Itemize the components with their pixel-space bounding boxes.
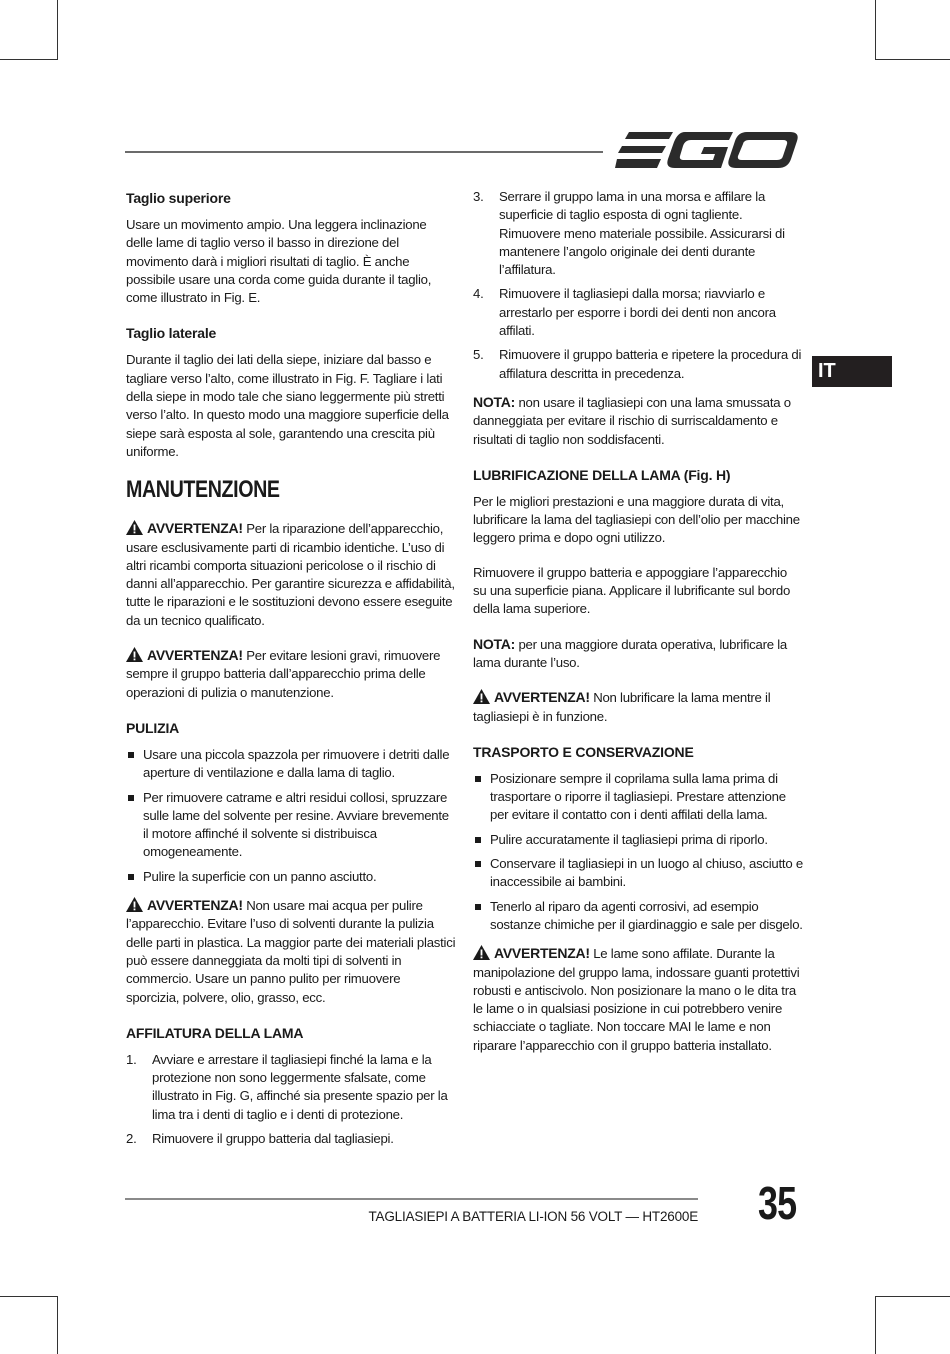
text-taglio-laterale: Durante il taglio dei lati della siepe, iniziare dal basso e tagliare verso l’alto, come illustrato in Fig. F. Tagliare i lati della siepe in modo tale che siano leggermente più stretti verso l’alto. In questo modo una maggiore superficie della siepe sarà esposta al sole, garantendo una crescita più uniforme. bbox=[126, 352, 449, 459]
warning-label: AVVERTENZA! bbox=[147, 520, 243, 537]
note-durata bbox=[473, 635, 803, 673]
page-number: 35 bbox=[758, 1177, 797, 1229]
warning-icon bbox=[126, 647, 143, 662]
heading-pulizia: PULIZIA bbox=[126, 719, 180, 736]
list-item: Posizionare sempre il coprilama sulla lama prima di trasportare o riporre il tagliasiepi. Prestare attenzione per evitare il contatto con i denti affilati della lama. bbox=[473, 770, 803, 825]
crop-mark bbox=[875, 1296, 876, 1354]
warning-icon bbox=[126, 520, 143, 535]
bullet-icon bbox=[475, 861, 481, 867]
list-item: Pulire accuratamente il tagliasiepi prima di riporlo. bbox=[473, 831, 803, 849]
warning-label: AVVERTENZA! bbox=[494, 945, 590, 962]
crop-mark bbox=[57, 1296, 58, 1354]
warning-text: Per evitare lesioni gravi, rimuovere sempre il gruppo batteria dall’apparecchio prima delle operazioni di pulizia o manutenzione. bbox=[126, 648, 441, 700]
warning-icon bbox=[126, 897, 143, 912]
list-affilatura-continued bbox=[473, 188, 803, 383]
bullet-icon bbox=[128, 874, 134, 880]
list-item: 5. Rimuovere il gruppo batteria e ripetere la procedura di affilatura descritta in precedenza. bbox=[473, 347, 802, 381]
crop-mark bbox=[57, 0, 58, 60]
bullet-icon bbox=[475, 776, 481, 782]
list-pulizia bbox=[126, 746, 456, 886]
crop-mark bbox=[875, 0, 876, 60]
heading-taglio-laterale: Taglio laterale bbox=[126, 325, 217, 342]
note-text: non usare il tagliasiepi con una lama smussata o danneggiata per evitare il rischio di surriscaldamento e risultati di taglio non soddisfacenti. bbox=[473, 394, 791, 447]
bullet-icon bbox=[128, 752, 134, 758]
warning-text: Non lubrificare la lama mentre il tagliasiepi è in funzione. bbox=[473, 690, 771, 724]
heading-taglio-superiore: Taglio superiore bbox=[126, 190, 231, 206]
note-text: per una maggiore durata operativa, lubrificare la lama durante l’uso. bbox=[473, 636, 787, 670]
warning-acqua-solventi bbox=[126, 896, 456, 1007]
warning-ricambi bbox=[126, 519, 456, 630]
header-rule bbox=[125, 151, 603, 153]
list-item: Per rimuovere catrame e altri residui collosi, spruzzare sulle lame del solvente per resine. Avviare brevemente il motore affinché il solvente si distribuisca omogeneamente. bbox=[126, 789, 456, 862]
bullet-icon bbox=[128, 795, 134, 801]
crop-mark bbox=[875, 59, 950, 60]
crop-mark bbox=[875, 1296, 950, 1297]
heading-affilatura: AFFILATURA DELLA LAMA bbox=[126, 1024, 304, 1041]
list-item: 3. Serrare il gruppo lama in una morsa e affilare la superficie di taglio esposta di ogni tagliente. Rimuovere meno materiale possibile. Assicurarsi di mantenere l’angolo originale dei denti durante l’affilatura. bbox=[473, 189, 785, 278]
list-affilatura bbox=[126, 1051, 456, 1148]
footer-rule bbox=[125, 1198, 698, 1200]
warning-icon bbox=[473, 945, 490, 960]
warning-batteria bbox=[126, 646, 456, 702]
list-item: Usare una piccola spazzola per rimuovere i detriti dalle aperture di ventilazione e dalla lama di taglio. bbox=[126, 746, 456, 783]
note-label: NOTA: bbox=[473, 635, 516, 652]
list-item: 1. Avviare e arrestare il tagliasiepi finché la lama e la protezione non sono leggermente sfalsate, come illustrato in Fig. G, affinché sia presente spazio per la lima tra i denti di taglio e i denti di protezione. bbox=[126, 1051, 448, 1122]
warning-icon bbox=[473, 689, 490, 704]
list-item: Pulire la superficie con un panno asciutto. bbox=[126, 868, 456, 886]
crop-mark bbox=[0, 1296, 58, 1297]
list-item: 4. Rimuovere il tagliasiepi dalla morsa; riavviarlo e arrestarlo per esporre i bordi dei denti non ancora affilati. bbox=[473, 286, 776, 339]
heading-lubrificazione: LUBRIFICAZIONE DELLA LAMA (Fig. H) bbox=[473, 466, 731, 483]
heading-trasporto: TRASPORTO E CONSERVAZIONE bbox=[473, 743, 694, 760]
crop-mark bbox=[0, 59, 58, 60]
list-item: 2. Rimuovere il gruppo batteria dal tagliasiepi. bbox=[126, 1130, 394, 1146]
text-lubrificazione-2: Rimuovere il gruppo batteria e appoggiare l’apparecchio su una superficie piana. Applicare il lubrificante sul bordo della lama superiore. bbox=[473, 564, 791, 617]
bullet-icon bbox=[475, 904, 481, 910]
right-column bbox=[473, 188, 803, 1065]
text-taglio-superiore: Usare un movimento ampio. Una leggera inclinazione delle lame di taglio verso il basso in direzione del movimento darà i migliori risultati di taglio. È anche possibile usare una corda come guida durante il taglio, come illustrato in Fig. E. bbox=[126, 217, 432, 306]
note-label: NOTA: bbox=[473, 393, 516, 410]
warning-text: Per la riparazione dell’apparecchio, usare esclusivamente parti di ricambio identiche. L’uso di altri ricambi comporta situazioni pericolose o il rischio di danni all’apparecchio. Per garantire sicurezza e affidabilità, tutte le riparazioni e le sostituzioni devono essere eseguite da un tecnico qualificato. bbox=[126, 521, 455, 628]
warning-text: Non usare mai acqua per pulire l’apparecchio. Evitare l’uso di solventi durante la pulizia delle parti in plastica. La maggior parte dei materiali plastici può essere danneggiata da molti tipi di solventi in commercio. Usare un panno pulito per rimuovere sporcizia, polvere, olio, grasso, ecc. bbox=[126, 898, 456, 1005]
list-item: Tenerlo al riparo da agenti corrosivi, ad esempio sostanze chimiche per il giardinaggio e sale per disgelo. bbox=[473, 898, 803, 935]
warning-label: AVVERTENZA! bbox=[494, 689, 590, 706]
list-item: Conservare il tagliasiepi in un luogo al chiuso, asciutto e inaccessibile ai bambini. bbox=[473, 855, 803, 892]
footer-title: TAGLIASIEPI A BATTERIA LI-ION 56 VOLT — HT2600E bbox=[368, 1209, 698, 1224]
warning-label: AVVERTENZA! bbox=[147, 897, 243, 914]
section-title-manutenzione: MANUTENZIONE bbox=[126, 476, 280, 504]
bullet-icon bbox=[475, 837, 481, 843]
warning-lame-affilate bbox=[473, 944, 803, 1055]
warning-label: AVVERTENZA! bbox=[147, 647, 243, 664]
text-lubrificazione-1: Per le migliori prestazioni e una maggiore durata di vita, lubrificare la lama del tagliasiepi con dell’olio per macchine leggero prima e dopo ogni utilizzo. bbox=[473, 493, 800, 546]
language-tab: IT bbox=[812, 356, 892, 387]
list-trasporto bbox=[473, 770, 803, 934]
ego-logo bbox=[615, 128, 800, 172]
note-lama-smussata bbox=[473, 393, 803, 449]
warning-lubrificazione bbox=[473, 688, 803, 726]
left-column bbox=[126, 188, 456, 1158]
warning-text: Le lame sono affilate. Durante la manipolazione del gruppo lama, indossare guanti protettivi robusti e antiscivolo. Non posizionare la mano o le dita tra le lame o in qualsiasi posizione in cui potrebbero venire schiacciate o tagliate. Non toccare MAI le lame e non riparare l’apparecchio con il gruppo batteria installato. bbox=[473, 946, 800, 1053]
